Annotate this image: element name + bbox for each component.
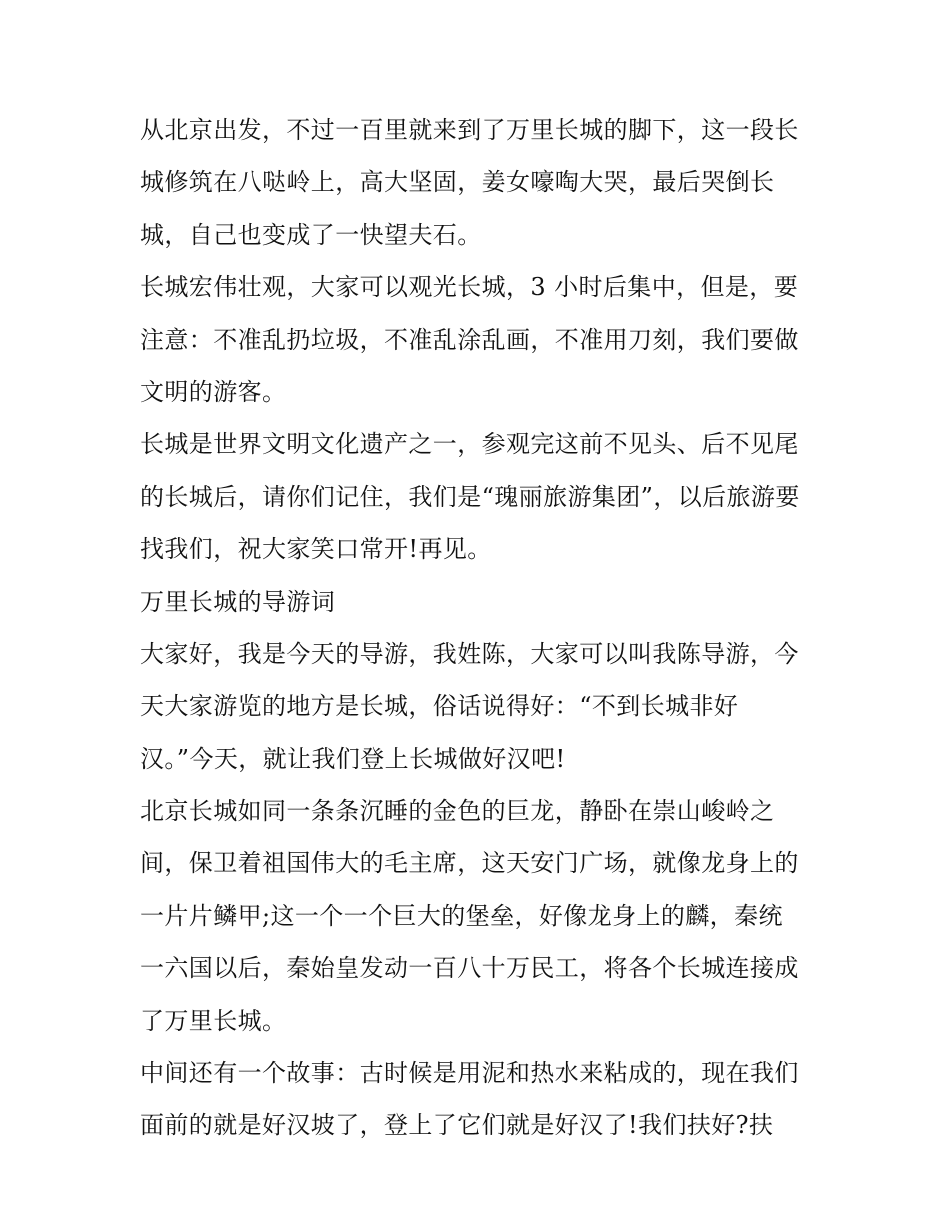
text-line: 一六国以后，秦始皇发动一百八十万民工，将各个长城连接成 [140, 954, 799, 983]
text-line: 文明的游客。 [140, 377, 287, 406]
text-line: 长城是世界文明文化遗产之一，参观完这前不见头、后不见尾 [140, 430, 799, 459]
text-line: 城修筑在八哒岭上，高大坚固，姜女嚎啕大哭，最后哭倒长 [140, 168, 775, 197]
text-line: 大家好，我是今天的导游，我姓陈，大家可以叫我陈导游，今 [140, 639, 799, 668]
text-line: 天大家游览的地方是长城，俗话说得好：“不到长城非好 [140, 692, 739, 721]
section-heading: 万里长城的导游词 [140, 587, 336, 616]
text-line: 城，自己也变成了一快望夫石。 [140, 220, 482, 249]
text-line: 面前的就是好汉坡了，登上了它们就是好汉了!我们扶好?扶 [140, 1111, 774, 1140]
text-line: 从北京出发，不过一百里就来到了万里长城的脚下，这一段长 [140, 116, 799, 144]
text-line: 北京长城如同一条条沉睡的金色的巨龙，静卧在崇山峻岭之 [140, 797, 775, 826]
text-line: 找我们，祝大家笑口常开!再见。 [140, 535, 492, 564]
text-line: 的长城后，请你们记住，我们是“瑰丽旅游集团”，以后旅游要 [140, 482, 800, 511]
text-line: 汉。”今天，就让我们登上长城做好汉吧! [140, 744, 566, 773]
text-line: 一片片鳞甲;这一个一个巨大的堡垒，好像龙身上的麟，秦统 [140, 901, 783, 930]
text-line: 中间还有一个故事：古时候是用泥和热水来粘成的，现在我们 [140, 1059, 799, 1088]
text-line: 了万里长城。 [140, 1006, 287, 1035]
text-line: 注意：不准乱扔垃圾，不准乱涂乱画，不准用刀刻，我们要做 [140, 325, 799, 354]
text-line: 间，保卫着祖国伟大的毛主席，这天安门广场，就像龙身上的 [140, 849, 799, 878]
document-body [140, 104, 820, 1152]
text-line: 长城宏伟壮观，大家可以观光长城，3 小时后集中，但是，要 [140, 273, 799, 302]
